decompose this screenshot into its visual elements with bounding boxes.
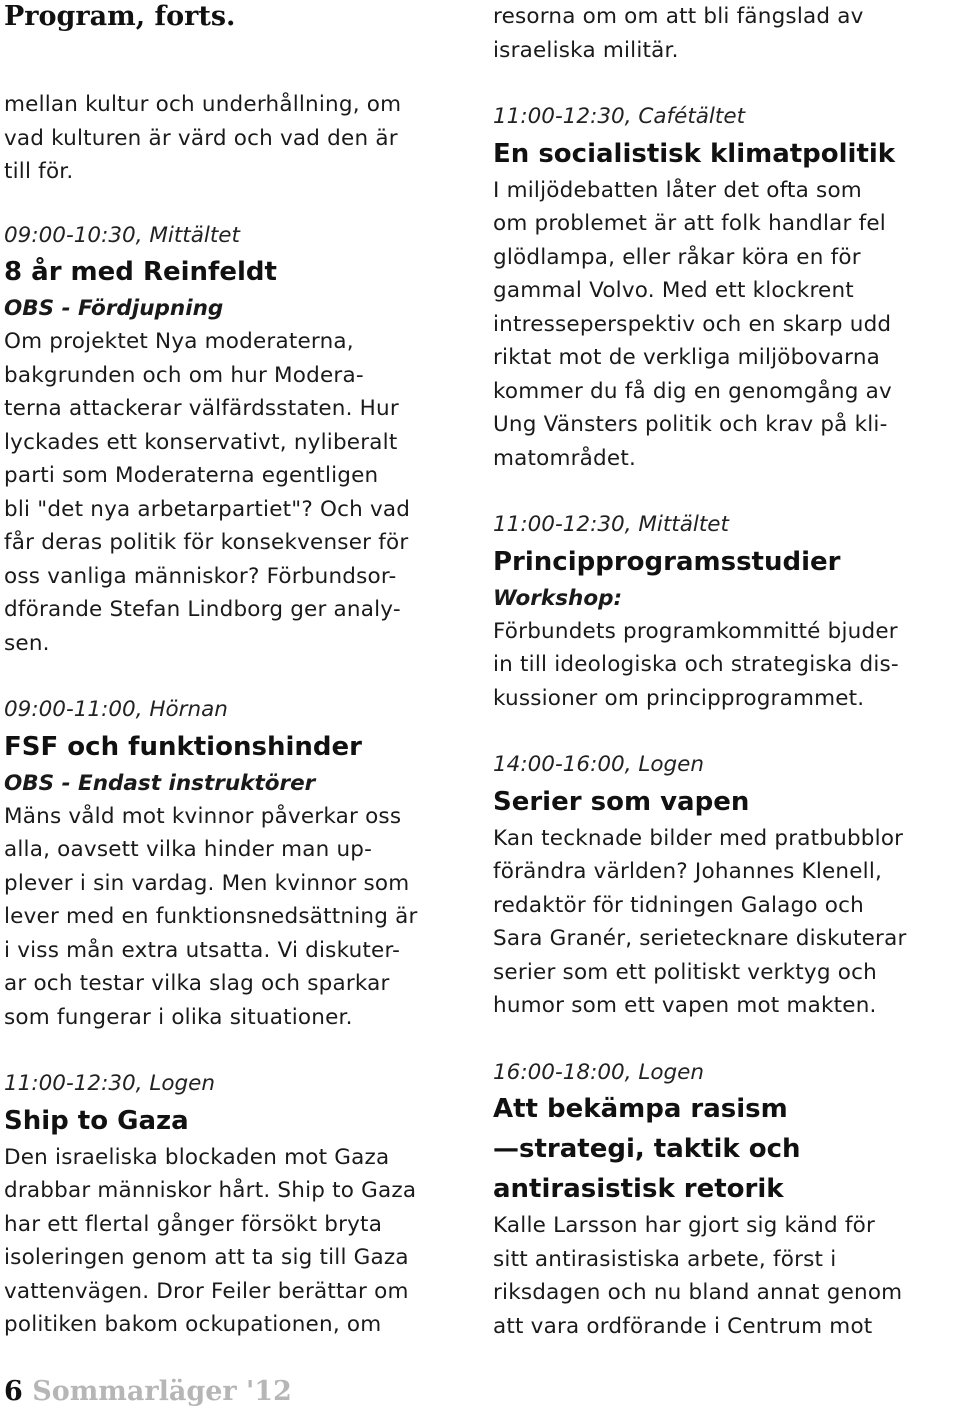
event-description: I miljödebatten låter det ofta som	[493, 177, 862, 203]
event-description: Förbundets programkommitté bjuder	[493, 618, 898, 644]
event-description: får deras politik för konsekvenser för	[4, 530, 409, 555]
event-description: bakgrunden och om hur Modera-	[4, 362, 364, 388]
publication-name: Sommarläger '12	[32, 1376, 292, 1407]
continuation-text	[493, 0, 958, 67]
event-description: matområdet.	[493, 445, 636, 471]
event-description: förändra världen? Johannes Klenell,	[493, 859, 883, 884]
event-fsf	[4, 693, 472, 1034]
event-title: Ship to Gaza	[4, 1105, 189, 1136]
event-description: plever i sin vardag. Men kvinnor som	[4, 870, 410, 896]
page-title: Program, forts.	[4, 1, 236, 32]
event-description: kussioner om principprogrammet.	[493, 685, 865, 711]
event-time: 09:00-10:30, Mittältet	[4, 222, 240, 248]
event-description: Om projektet Nya moderaterna,	[4, 329, 354, 354]
page-footer	[4, 1374, 292, 1410]
event-description: politiken bakom ockupationen, om	[4, 1312, 382, 1337]
event-subtitle: Workshop:	[493, 585, 623, 611]
event-description: sen.	[4, 630, 50, 656]
event-description: oss vanliga människor? Förbundsor-	[4, 563, 397, 589]
event-description: Den israeliska blockaden mot Gaza	[4, 1144, 390, 1170]
event-title: Principprogramsstudier	[493, 546, 841, 577]
event-reinfeldt	[4, 219, 472, 661]
text-line: israeliska militär.	[493, 37, 679, 63]
event-description: drabbar människor hårt. Ship to Gaza	[4, 1178, 417, 1203]
event-title: —strategi, taktik och	[493, 1134, 801, 1164]
event-time: 14:00-16:00, Logen	[493, 752, 704, 777]
page-number: 6	[4, 1376, 23, 1407]
event-ship-to-gaza	[4, 1067, 472, 1342]
event-description: glödlampa, eller råkar köra en för	[493, 244, 861, 270]
event-description: humor som ett vapen mot makten.	[493, 993, 877, 1018]
event-time: 09:00-11:00, Hörnan	[4, 697, 228, 722]
event-title: 8 år med Reinfeldt	[4, 257, 277, 287]
event-description: Kalle Larsson har gjort sig känd för	[493, 1213, 876, 1238]
event-description: Mäns våld mot kvinnor påverkar oss	[4, 803, 402, 829]
event-description: sitt antirasistiska arbete, först i	[493, 1246, 837, 1272]
event-time: 11:00-12:30, Logen	[4, 1071, 215, 1096]
event-description: vattenvägen. Dror Feiler berättar om	[4, 1278, 409, 1304]
event-title: FSF och funktionshinder	[4, 731, 362, 762]
event-description: som fungerar i olika situationer.	[4, 1004, 353, 1030]
event-description: alla, oavsett vilka hinder man up-	[4, 837, 373, 862]
event-description: redaktör för tidningen Galago och	[493, 892, 864, 918]
event-description: serier som ett politiskt verktyg och	[493, 959, 877, 985]
event-description: i viss mån extra utsatta. Vi diskuter-	[4, 937, 401, 963]
text-line: mellan kultur och underhållning, om	[4, 92, 402, 117]
event-description: intresseperspektiv och en skarp udd	[493, 311, 892, 337]
event-description: riktat mot de verkliga miljöbovarna	[493, 345, 881, 370]
text-line: resorna om om att bli fängslad av	[493, 4, 864, 29]
event-description: att vara ordförande i Centrum mot	[493, 1313, 873, 1339]
event-subtitle: OBS - Endast instruktörer	[4, 770, 316, 796]
continuation-text	[4, 88, 472, 189]
event-subtitle: OBS - Fördjupning	[4, 296, 224, 321]
event-description: in till ideologiska och strategiska dis-	[493, 652, 899, 677]
event-description: kommer du få dig en genomgång av	[493, 378, 892, 404]
event-description: Ung Vänsters politik och krav på kli-	[493, 412, 888, 437]
event-description: terna attackerar välfärdsstaten. Hur	[4, 396, 399, 421]
event-description: isoleringen genom att ta sig till Gaza	[4, 1245, 409, 1270]
event-serier	[493, 748, 958, 1023]
event-time: 11:00-12:30, Cafétältet	[493, 104, 745, 129]
right-column	[493, 0, 958, 1343]
event-description: dförande Stefan Lindborg ger analy-	[4, 597, 401, 622]
event-time: 11:00-12:30, Mittältet	[493, 512, 729, 537]
event-description: lyckades ett konservativt, nyliberalt	[4, 429, 398, 455]
text-line: vad kulturen är värd och vad den är	[4, 125, 398, 151]
text-line: till för.	[4, 159, 74, 184]
event-description: riksdagen och nu bland annat genom	[493, 1280, 903, 1305]
event-description: parti som Moderaterna egentligen	[4, 463, 379, 488]
event-description: Sara Granér, serietecknare diskuterar	[493, 926, 907, 951]
event-time: 16:00-18:00, Logen	[493, 1059, 704, 1085]
event-title: En socialistisk klimatpolitik	[493, 138, 896, 169]
event-rasism	[493, 1056, 958, 1344]
event-description: har ett flertal gånger försökt bryta	[4, 1211, 383, 1237]
event-description: bli "det nya arbetarpartiet"? Och vad	[4, 496, 411, 522]
event-description: om problemet är att folk handlar fel	[493, 211, 886, 236]
event-title: Serier som vapen	[493, 786, 750, 817]
left-column	[4, 0, 472, 1342]
event-principprogram	[493, 508, 958, 715]
event-description: gammal Volvo. Med ett klockrent	[493, 278, 854, 303]
event-title: Att bekämpa rasism	[493, 1094, 788, 1124]
event-description: lever med en funktionsnedsättning är	[4, 904, 418, 929]
event-description: ar och testar vilka slag och sparkar	[4, 971, 390, 996]
event-title: antirasistisk retorik	[493, 1174, 784, 1204]
event-klimatpolitik	[493, 100, 958, 475]
event-description: Kan tecknade bilder med pratbubblor	[493, 825, 904, 851]
